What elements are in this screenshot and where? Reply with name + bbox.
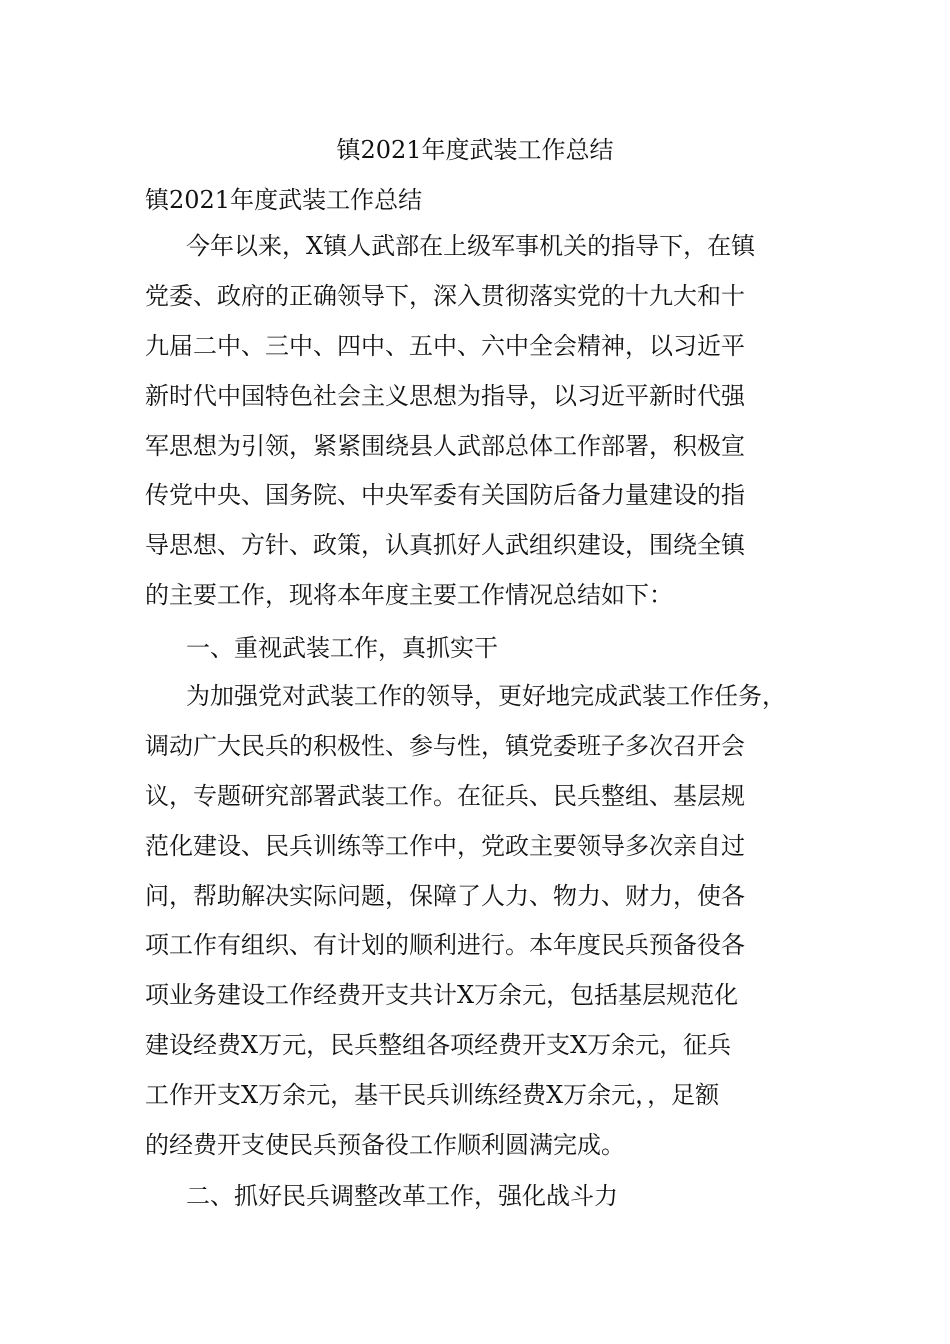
document-title: 镇2021年度武装工作总结 bbox=[336, 136, 614, 164]
paragraph-line: 建设经费X万元，民兵整组各项经费开支X万余元，征兵 bbox=[145, 1031, 732, 1060]
paragraph-line: 新时代中国特色社会主义思想为指导，以习近平新时代强 bbox=[145, 381, 745, 410]
paragraph-intro bbox=[145, 222, 815, 621]
paragraph-line: 范化建设、民兵训练等工作中，党政主要领导多次亲自过 bbox=[145, 831, 745, 860]
paragraph-line: 的经费开支使民兵预备役工作顺利圆满完成。 bbox=[145, 1131, 625, 1160]
paragraph-line: 为加强党对武装工作的领导，更好地完成武装工作任务， bbox=[186, 682, 786, 710]
paragraph-funding bbox=[145, 672, 815, 1171]
paragraph-line: 工作开支X万余元，基干民兵训练经费X万余元，，足额 bbox=[145, 1081, 720, 1110]
section-heading-1: 一、重视武装工作，真抓实干 bbox=[186, 634, 498, 662]
paragraph-line: 问，帮助解决实际问题，保障了人力、物力、财力，使各 bbox=[145, 881, 745, 910]
paragraph-line: 调动广大民兵的积极性、参与性，镇党委班子多次召开会 bbox=[145, 731, 745, 760]
paragraph-line: 导思想、方针、政策，认真抓好人武组织建设，围绕全镇 bbox=[145, 531, 745, 560]
paragraph-line: 项业务建设工作经费开支共计X万余元，包括基层规范化 bbox=[145, 981, 739, 1010]
paragraph-line: 军思想为引领，紧紧围绕县人武部总体工作部署，积极宣 bbox=[145, 431, 745, 460]
paragraph-line: 党委、政府的正确领导下，深入贯彻落实党的十九大和十 bbox=[145, 281, 745, 310]
document-subtitle: 镇2021年度武装工作总结 bbox=[145, 186, 423, 214]
paragraph-line: 九届二中、三中、四中、五中、六中全会精神，以习近平 bbox=[145, 331, 745, 360]
paragraph-line: 今年以来，X镇人武部在上级军事机关的指导下，在镇 bbox=[186, 232, 756, 260]
paragraph-line: 传党中央、国务院、中央军委有关国防后备力量建设的指 bbox=[145, 481, 745, 510]
paragraph-line: 的主要工作，现将本年度主要工作情况总结如下： bbox=[145, 581, 673, 610]
paragraph-line: 项工作有组织、有计划的顺利进行。本年度民兵预备役各 bbox=[145, 931, 745, 960]
section-heading-2: 二、抓好民兵调整改革工作，强化战斗力 bbox=[186, 1182, 618, 1210]
paragraph-line: 议，专题研究部署武装工作。在征兵、民兵整组、基层规 bbox=[145, 781, 745, 810]
